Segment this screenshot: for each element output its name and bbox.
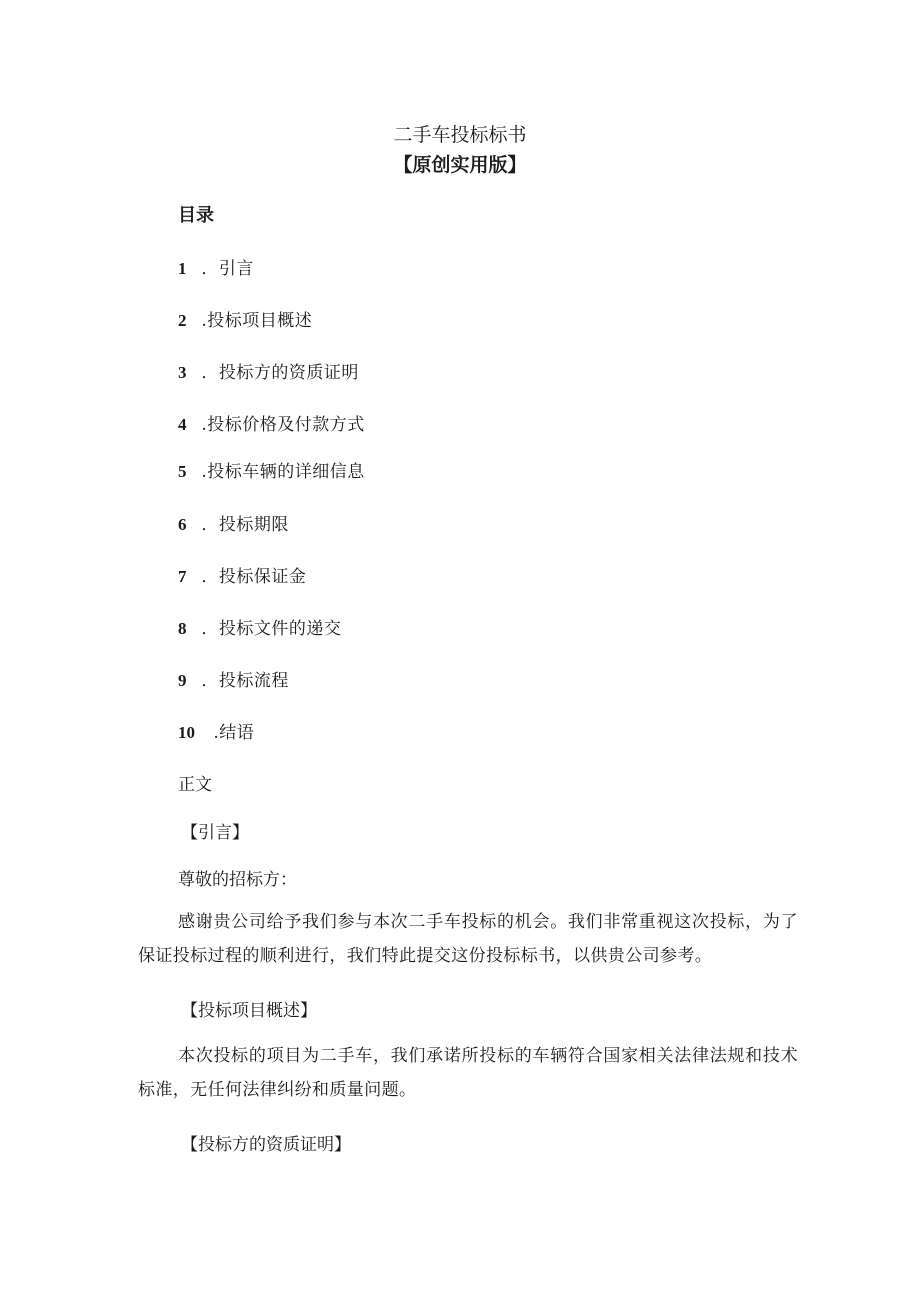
toc-label: ．投标流程 xyxy=(201,671,289,691)
toc-label: ．引言 xyxy=(201,259,254,279)
toc-label: .投标价格及付款方式 xyxy=(201,415,365,435)
body-label: 正文 xyxy=(178,775,212,795)
toc-item-2 xyxy=(178,306,312,331)
toc-label: .投标车辆的详细信息 xyxy=(201,462,365,482)
toc-item-7 xyxy=(178,562,306,587)
section-heading-overview: 【投标项目概述】 xyxy=(181,1001,317,1021)
document-subtitle: 【原创实用版】 xyxy=(393,154,527,176)
toc-number: 6 xyxy=(178,515,187,534)
toc-number: 8 xyxy=(178,619,187,638)
section-heading-intro: 【引言】 xyxy=(181,823,249,843)
toc-label: ．投标方的资质证明 xyxy=(201,363,359,383)
toc-label: ．投标保证金 xyxy=(201,567,307,587)
toc-item-8 xyxy=(178,614,341,639)
toc-item-3 xyxy=(178,358,359,383)
toc-item-6 xyxy=(178,510,289,535)
paragraph-overview: 本次投标的项目为二手车，我们承诺所投标的车辆符合国家相关法律法规和技术标准，无任何法律纠纷和质量问题。 xyxy=(138,1046,798,1100)
toc-heading: 目录 xyxy=(178,205,214,226)
toc-number: 9 xyxy=(178,671,187,690)
toc-number: 2 xyxy=(178,311,187,330)
toc-item-9 xyxy=(178,666,289,691)
salutation: 尊敬的招标方： xyxy=(178,870,297,890)
toc-label: ．投标期限 xyxy=(201,515,289,535)
toc-label: ．投标文件的递交 xyxy=(201,619,342,639)
toc-item-4 xyxy=(178,410,365,435)
toc-number: 4 xyxy=(178,415,187,434)
toc-number: 1 xyxy=(178,259,187,278)
paragraph-intro: 感谢贵公司给予我们参与本次二手车投标的机会。我们非常重视这次投标，为了保证投标过程的顺利进行，我们特此提交这份投标标书，以供贵公司参考。 xyxy=(138,912,798,966)
toc-number: 5 xyxy=(178,462,187,481)
toc-label: .结语 xyxy=(213,723,255,743)
toc-number: 3 xyxy=(178,363,187,382)
toc-number: 10 xyxy=(178,723,195,742)
toc-number: 7 xyxy=(178,567,187,586)
toc-item-5 xyxy=(178,457,365,482)
toc-item-1 xyxy=(178,254,254,279)
document-title: 二手车投标标书 xyxy=(393,124,527,146)
section-heading-qualification: 【投标方的资质证明】 xyxy=(181,1135,351,1155)
toc-label: .投标项目概述 xyxy=(201,311,313,331)
toc-item-10 xyxy=(178,718,254,743)
